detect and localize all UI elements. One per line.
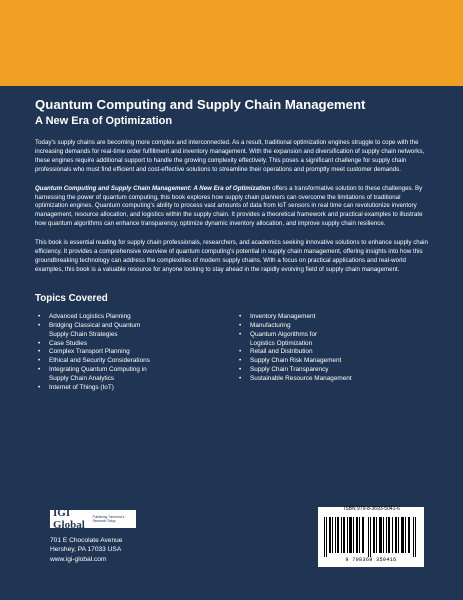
bullet-icon: • <box>239 312 242 320</box>
igi-global-logo <box>50 507 136 531</box>
topic-item: • Ethical and Security Considerations <box>38 357 150 365</box>
orange-header-band <box>0 0 463 86</box>
bullet-icon: • <box>38 339 41 347</box>
description-paragraph-2-text: offers a transformative solution to these challenges. By harnessing the power of quantum computing, this book explores how supply chain planners can overcome the limitations of traditional optimization engines. Quantum computing's ability to process vast amounts of data from IoT sensors in real time can revolutionize inventory management, resource allocation, and logistics within the supply chain. It provides a theoretical framework and practical examples to illustrate how quantum algorithms can enhance transparency, optimize dynamic inventory allocation, and improve supply chain resilience. <box>35 184 423 228</box>
book-title: Quantum Computing and Supply Chain Management <box>35 97 366 112</box>
bullet-icon: • <box>239 348 242 356</box>
topic-item: • Retail and Distribution <box>239 348 313 356</box>
bullet-icon: • <box>239 330 242 338</box>
topic-item: • Quantum Algorithms for <box>239 330 318 338</box>
topics-list <box>35 313 435 443</box>
bullet-icon: • <box>38 357 41 365</box>
address-line-1: 701 E Chocolate Avenue <box>50 537 123 544</box>
topic-item: • Advanced Logistics Planning <box>38 312 131 320</box>
publisher-website: www.igi-global.com <box>50 555 107 563</box>
bullet-icon: • <box>239 357 242 365</box>
topic-item: • Integrating Quantum Computing in <box>38 366 147 374</box>
topics-left-column <box>38 313 218 393</box>
topic-item: • Sustainable Resource Management <box>239 375 352 383</box>
isbn-label: ISBN 979-8-3693-5041-6 <box>344 506 400 512</box>
barcode-bars <box>322 517 420 557</box>
topic-item-continuation: Logistics Optimization <box>250 339 313 347</box>
topic-item: • Manufacturing <box>239 321 291 329</box>
address-line-2: Hershey, PA 17033 USA <box>50 546 122 554</box>
barcode-number: 9 798369 350416 <box>345 557 397 563</box>
book-subtitle: A New Era of Optimization <box>35 115 173 127</box>
topic-item-continuation: Supply Chain Strategies <box>49 330 118 338</box>
bullet-icon: • <box>38 366 41 374</box>
logo-name: IGI Global <box>53 507 85 531</box>
topic-item: • Internet of Things (IoT) <box>38 384 114 392</box>
publisher-block <box>50 507 136 564</box>
topic-item: • Supply Chain Risk Management <box>239 357 342 365</box>
publisher-address <box>50 536 136 564</box>
topic-item: • Supply Chain Transparency <box>239 366 329 374</box>
topics-right-column <box>239 313 439 384</box>
description-paragraph-2 <box>35 185 435 230</box>
logo-tagline: Publishing Tomorrow's Research Today <box>92 515 125 523</box>
topics-heading: Topics Covered <box>35 292 108 304</box>
bullet-icon: • <box>38 348 41 356</box>
bullet-icon: • <box>239 375 242 383</box>
isbn-barcode <box>318 507 424 567</box>
description-paragraph-1: Today's supply chains are becoming more complex and interconnected. As a result, traditional optimization engines struggle to cope with the increasing demands for real-time order fulfillment and inventory management. With the expansion and diversification of supply chain networks, these engines require additional support to handle the growing complexity effectively. This poses a significant challenge for supply chain professionals who must find efficient and cost-effective solutions to streamline their operations and promptly meet customer demands. <box>35 139 425 173</box>
bullet-icon: • <box>38 321 41 329</box>
topic-item: • Complex Transport Planning <box>38 348 130 356</box>
inline-book-title: Quantum Computing and Supply Chain Management: A New Era of Optimization <box>35 184 271 192</box>
topic-item: • Inventory Management <box>239 312 316 320</box>
bullet-icon: • <box>239 366 242 374</box>
topic-item-continuation: Supply Chain Analytics <box>49 375 115 383</box>
description-paragraph-3: This book is essential reading for supply chain professionals, researchers, and academics seeking innovative solutions to enhance supply chain efficiency. It provides a comprehensive overview of quantum computing's potential in supply chain management, offering insights into how this groundbreaking technology can address the complexities of modern supply chains. With a focus on practical applications and real-world examples, this book is a valuable resource for anyone looking to stay ahead in the rapidly evolving field of supply chain management. <box>35 239 428 273</box>
back-cover-content <box>35 96 435 443</box>
bullet-icon: • <box>38 384 41 392</box>
bullet-icon: • <box>38 312 41 320</box>
topic-item: • Case Studies <box>38 339 88 347</box>
topic-item: • Bridging Classical and Quantum <box>38 321 141 329</box>
bullet-icon: • <box>239 321 242 329</box>
